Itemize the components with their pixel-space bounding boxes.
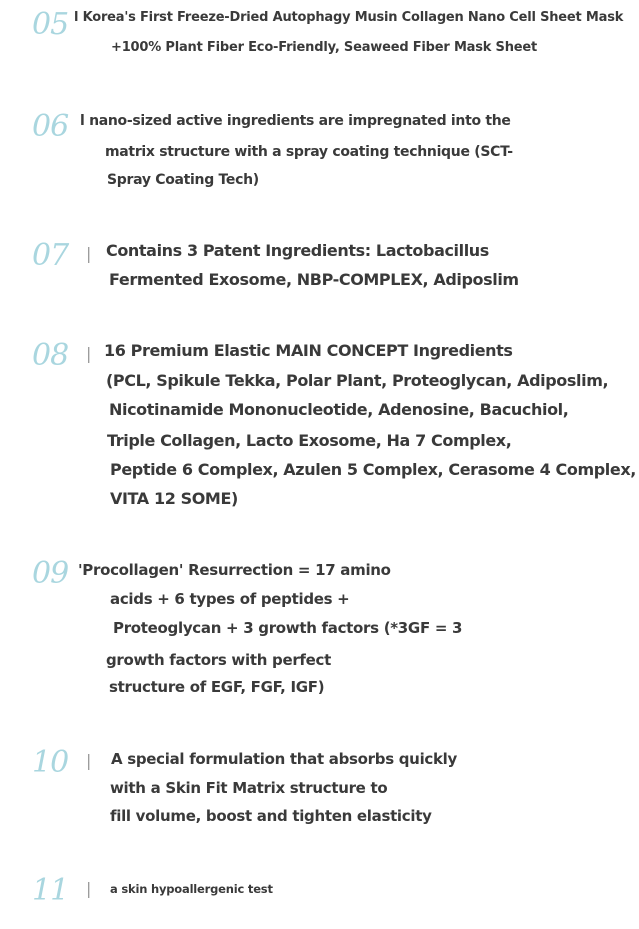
- item-number: 05: [32, 7, 69, 42]
- item-text-line: VITA 12 SOME): [110, 489, 238, 508]
- item-text-line: +100% Plant Fiber Eco-Friendly, Seaweed Fiber Mask Sheet: [111, 40, 538, 55]
- item-text-line: Peptide 6 Complex, Azulen 5 Complex, Cerasome 4 Complex,: [110, 460, 636, 479]
- item-text-line: with a Skin Fit Matrix structure to: [110, 779, 388, 797]
- item-text-line: (PCL, Spikule Tekka, Polar Plant, Proteoglycan, Adiposlim,: [106, 371, 609, 390]
- item-text-line: growth factors with perfect: [106, 651, 331, 669]
- item-text-line: Nicotinamide Mononucleotide, Adenosine, Bacuchiol,: [109, 400, 569, 419]
- item-separator: |: [86, 344, 92, 363]
- item-text-line: a skin hypoallergenic test: [110, 882, 273, 896]
- item-text-line: Fermented Exosome, NBP-COMPLEX, Adiposlim: [109, 270, 519, 289]
- item-separator: |: [86, 751, 92, 770]
- item-text-line: acids + 6 types of peptides +: [110, 590, 350, 608]
- item-number: 09: [32, 556, 69, 591]
- item-text-line: Proteoglycan + 3 growth factors (*3GF = 3: [113, 619, 463, 637]
- item-text-line: A special formulation that absorbs quickly: [111, 750, 457, 768]
- item-separator: |: [86, 879, 92, 898]
- item-text-line: l nano-sized active ingredients are impregnated into the: [80, 113, 511, 129]
- item-text-line: structure of EGF, FGF, IGF): [109, 678, 325, 696]
- item-number: 11: [32, 873, 69, 908]
- item-text-line: Contains 3 Patent Ingredients: Lactobacillus: [106, 241, 489, 260]
- item-text-line: l Korea's First Freeze-Dried Autophagy Musin Collagen Nano Cell Sheet Mask: [74, 10, 624, 25]
- item-number: 10: [32, 745, 69, 780]
- item-number: 08: [32, 338, 69, 373]
- item-separator: |: [86, 244, 92, 263]
- item-text-line: fill volume, boost and tighten elasticity: [110, 807, 432, 825]
- item-number: 07: [32, 238, 69, 273]
- item-text-line: Spray Coating Tech): [107, 172, 259, 188]
- item-text-line: 16 Premium Elastic MAIN CONCEPT Ingredients: [104, 341, 513, 360]
- item-number: 06: [32, 109, 69, 144]
- item-text-line: 'Procollagen' Resurrection = 17 amino: [78, 561, 391, 579]
- item-text-line: Triple Collagen, Lacto Exosome, Ha 7 Complex,: [107, 431, 512, 450]
- item-text-line: matrix structure with a spray coating technique (SCT-: [105, 144, 513, 160]
